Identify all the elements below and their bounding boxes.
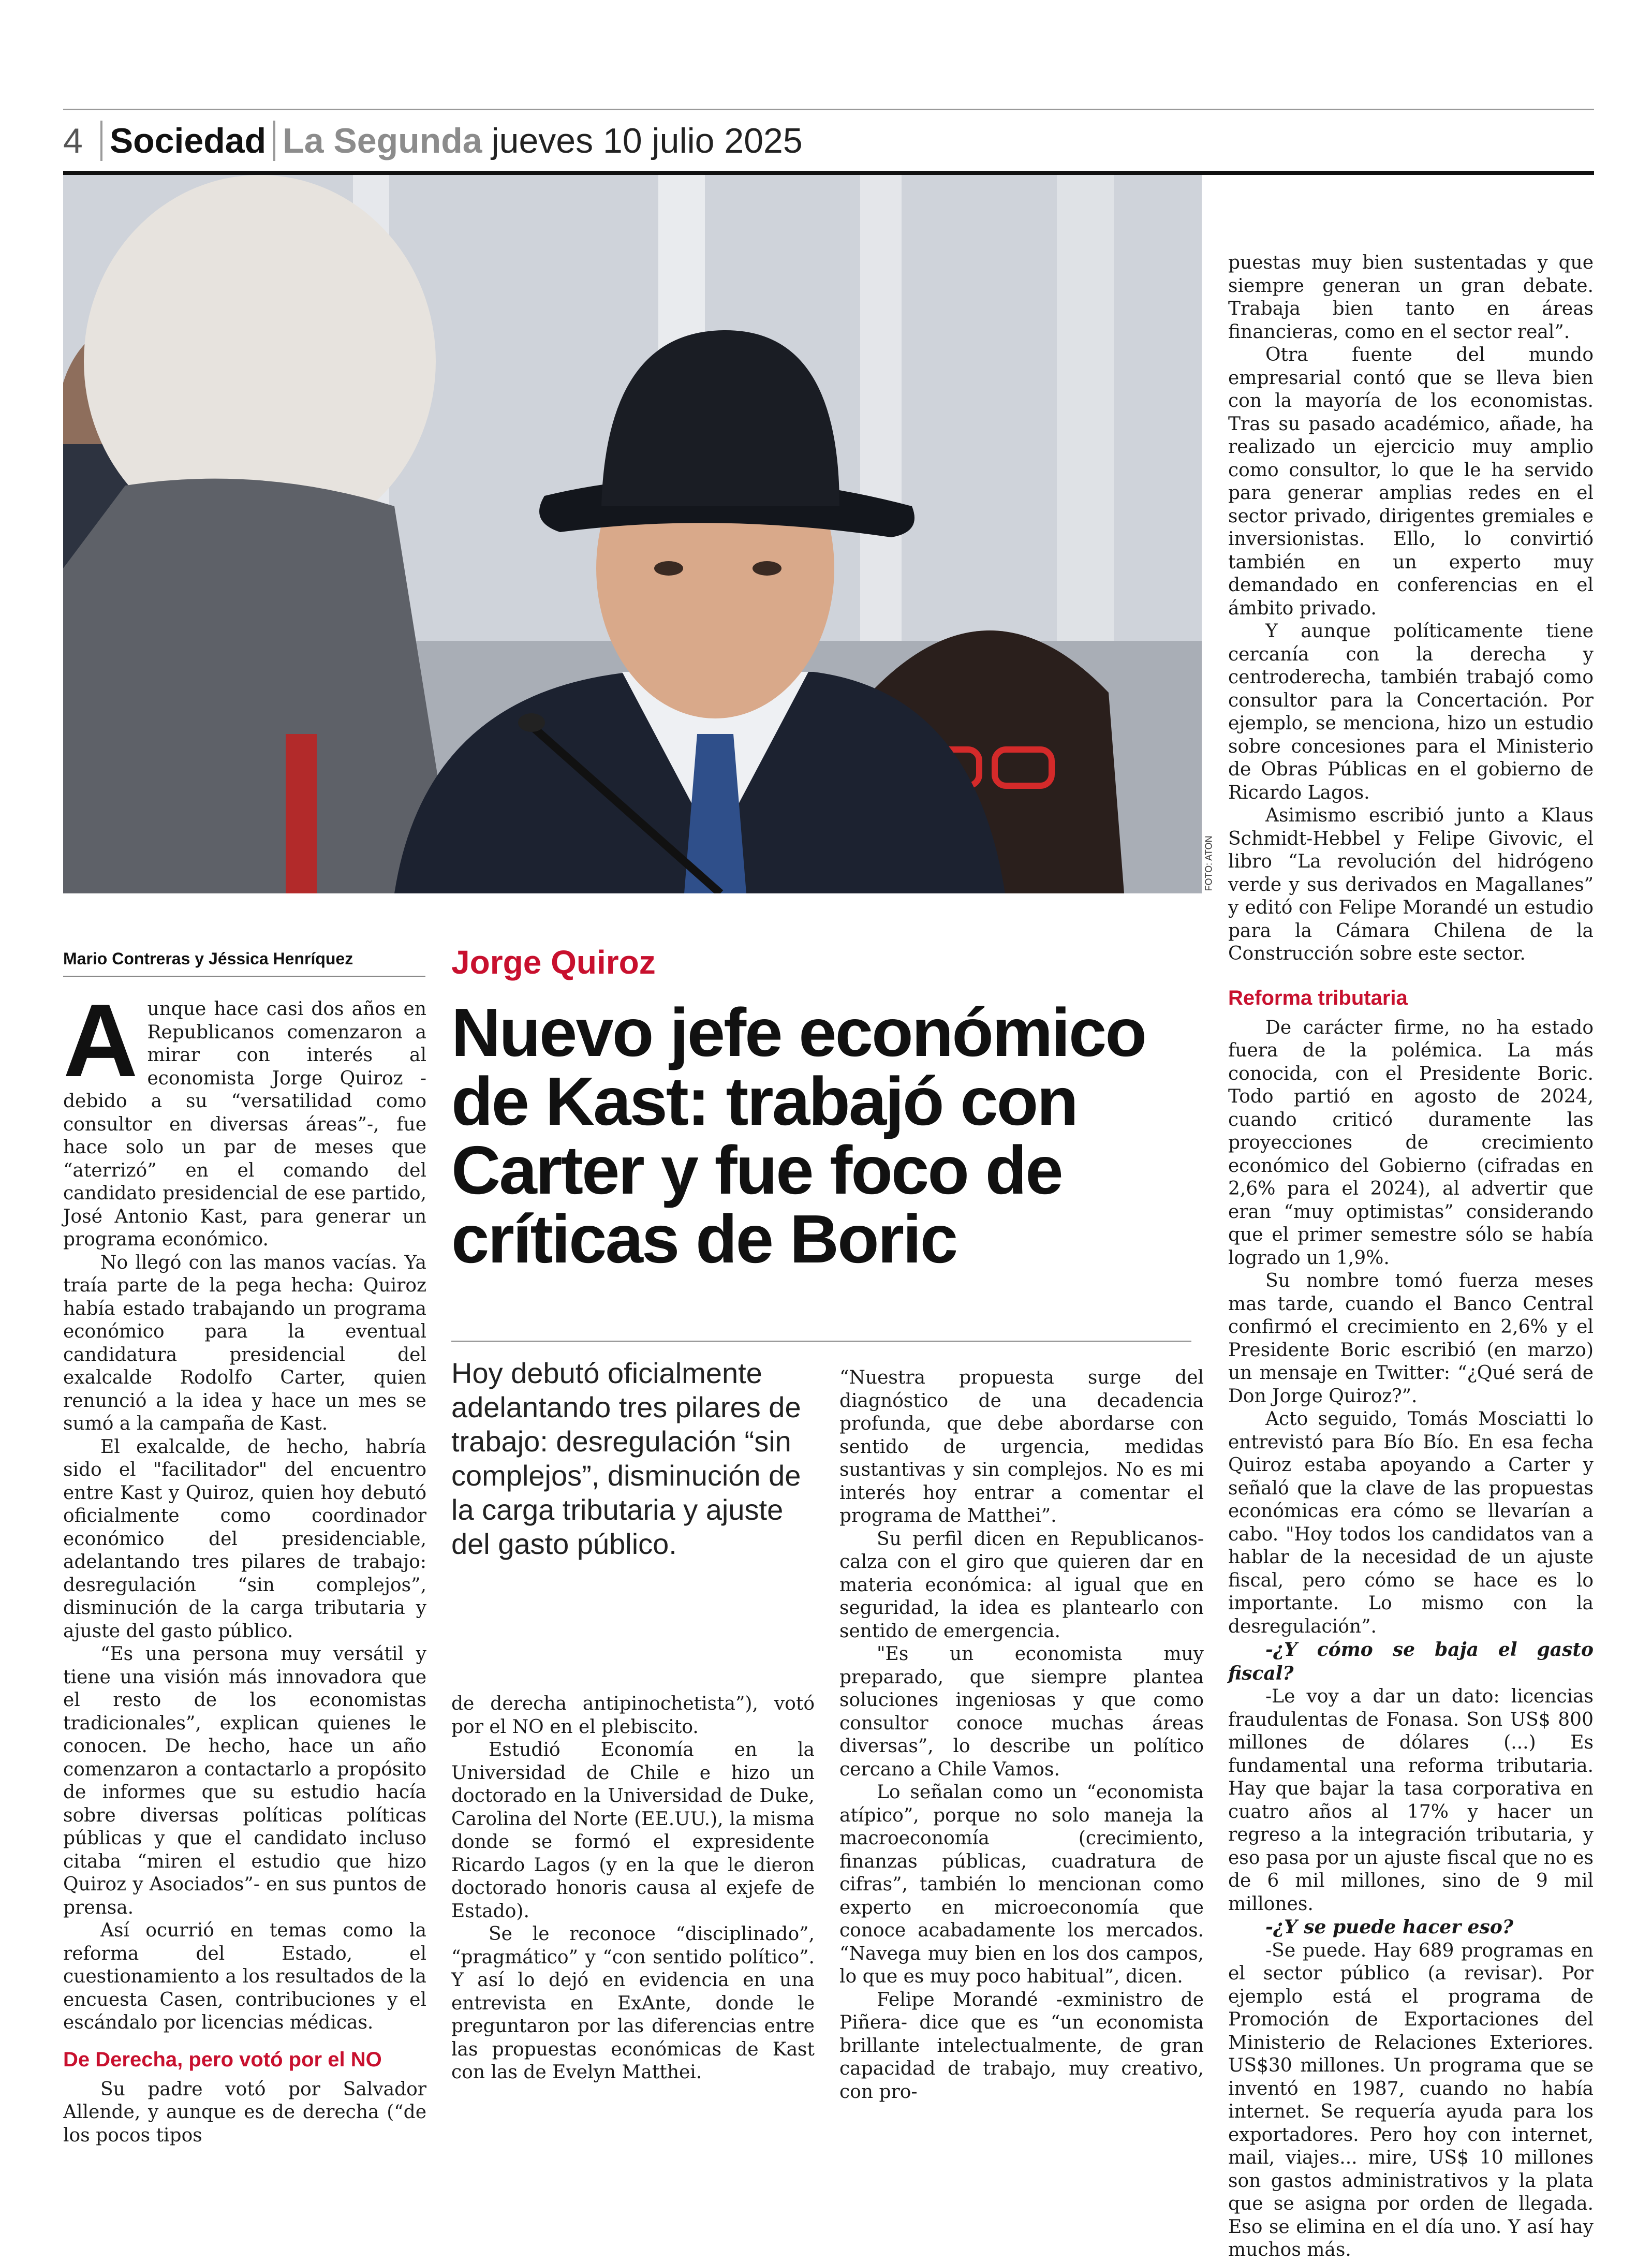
headline: Nuevo jefe económico de Kast: trabajó con Carter y fue foco de críticas de Boric	[451, 994, 1146, 1277]
interview-answer: -Le voy a dar un dato: licencias fraudulentas de Fonasa. Son US$ 800 millones de dólares (...) Es fundamental una reforma tributaria. Hay que bajar la tasa corporativa en cuatro años al 17% y hacer un regreso a la integración tributaria, y eso pasa por un ajuste fiscal que no es de 6 mil millones, sino de 9 mil millones.	[1228, 1686, 1594, 1915]
deck: Hoy debutó oficialmente adelantando tres pilares de trabajo: desregulación “sin complejos”, disminución de la carga tributaria y ajuste del gasto público.	[451, 1357, 801, 1560]
headline-rule	[451, 1341, 1191, 1342]
subheading: Reforma tributaria	[1228, 986, 1408, 1009]
byline-rule	[63, 976, 425, 977]
paragraph: “Es una persona muy versátil y tiene una visión más innovadora que el resto de los economistas tradicionales”, explican quienes le conocen. De hecho, hace un año comenzaron a contactarlo a propósito de informes que su estudio hacía sobre diversas políticas políticas públicas y que el candidato incluso citaba “miren el estudio que hizo Quiroz y Asociados”- en sus puntos de prensa.	[63, 1643, 426, 1918]
kicker: Jorge Quiroz	[451, 944, 656, 981]
page-number: 4	[63, 121, 83, 160]
byline: Mario Contreras y Jéssica Henríquez	[63, 949, 353, 968]
paragraph: “Nuestra propuesta surge del diagnóstico de una decadencia profunda, que debe abordarse con sentido de urgencia, medidas sustantivas y sin complejos. No es mi interés hoy entrar a comentar el programa de Matthei”.	[839, 1367, 1204, 1526]
paragraph: Felipe Morandé -exministro de Piñera- dice que es “un economista brillante intelectualmente, de gran capacidad de trabajo, muy creativo, con pro-	[839, 1989, 1204, 2103]
drop-cap: A	[63, 983, 138, 1098]
header-bottom-rule	[63, 171, 1594, 175]
photo-credit-text: FOTO: ATON	[1203, 835, 1214, 891]
paragraph: Otra fuente del mundo empresarial contó que se lleva bien con la mayoría de los economistas. Tras su pasado académico, añade, ha realizado un ejercicio muy amplio como consultor, lo que le ha servido para generar amplias redes en el sector privado, dirigentes gremiales e inversionistas. Ello, lo convirtió también en un experto muy demandado en conferencias en el ámbito privado.	[1228, 344, 1594, 619]
interview-answer: -Se puede. Hay 689 programas en el sector público (a revisar). Por ejemplo está el programa de Promoción de Exportaciones del Ministerio de Relaciones Exteriores. US$30 millones. Un programa que se inventó en 1987, cuando no había internet. Se requería ayuda para los exportadores. Pero hoy con internet, mail, viajes... mire, US$ 10 millones son gastos administrativos y la plata que se asigna por orden de llegada. Eso se elimina en el día uno. Y así hay muchos más.	[1228, 1940, 1594, 2260]
interview-question: -¿Y cómo se baja el gasto fiscal?	[1228, 1639, 1594, 1684]
paragraph: Lo señalan como un “economista atípico”, porque no solo maneja la macroeconomía (crecimiento, finanzas públicas, cuadratura de cifras”, también lo mencionan como experto en microeconomía que conoce acabadamente los mercados. “Navega muy bien en los dos campos, lo que es muy poco habitual”, dicen.	[839, 1782, 1204, 1987]
section-name: Sociedad	[109, 121, 267, 160]
header-divider	[100, 121, 102, 161]
paragraph: Acto seguido, Tomás Mosciatti lo entrevistó para Bío Bío. En esa fecha Quiroz estaba apoyando a Carter y señaló que la clave de las propuestas económicas era cómo se llevarían a cabo. "Hoy todos los candidatos van a hablar de la necesidad de un ajuste fiscal, pero cómo se hace es lo importante. Lo mismo con la desregulación”.	[1228, 1408, 1594, 1637]
paragraph: Asimismo escribió junto a Klaus Schmidt-Hebbel y Felipe Givovic, el libro “La revolución del hidrógeno verde y sus derivados en Magallanes” y editó con Felipe Morandé un estudio para la Cámara Chilena de la Construcción sobre este sector.	[1228, 805, 1594, 964]
paragraph: El exalcalde, de hecho, habría sido el "facilitador" del encuentro entre Kast y Quiroz, quien hoy debutó oficialmente como coordinador económico del presidenciable, adelantando tres pilares de trabajo: desregulación “sin complejos”, disminución de la carga tributaria y ajuste del gasto público.	[63, 1436, 426, 1642]
newspaper-name: La Segunda	[283, 121, 482, 160]
paragraph: "Es un economista muy preparado, que siempre plantea soluciones ingeniosas y que como consultor conoce muchas áreas diversas”, lo describe un político cercano a Chile Vamos.	[839, 1643, 1204, 1780]
subheading: De Derecha, pero votó por el NO	[63, 2048, 382, 2071]
paragraph: puestas muy bien sustentadas y que siempre generan un gran debate. Trabaja bien tanto en áreas financieras, como en el sector real”.	[1228, 252, 1594, 343]
paragraph: Su perfil dicen en Republicanos- calza con el giro que quieren dar en materia económica: al igual que en seguridad, la idea es plantearlo con sentido de emergencia.	[839, 1528, 1204, 1642]
paragraph: Así ocurrió en temas como la reforma del Estado, el cuestionamiento a los resultados de la encuesta Casen, contribuciones y el escándalo por licencias médicas.	[63, 1920, 426, 2033]
paragraph: de derecha antipinochetista”), votó por el NO en el plebiscito.	[451, 1693, 815, 1738]
photo-credit	[1203, 832, 1215, 894]
paragraph: Y aunque políticamente tiene cercanía con la derecha y centroderecha, también trabajó como consultor para la Concertación. Por ejemplo, se menciona, hizo un estudio sobre concesiones para el Ministerio de Obras Públicas en el gobierno de Ricardo Lagos.	[1228, 621, 1594, 803]
header-top-rule	[63, 109, 1594, 110]
paragraph: De carácter firme, no ha estado fuera de la polémica. La más conocida, con el Presidente Boric. Todo partió en agosto de 2024, cuando criticó duramente las proyecciones de crecimiento económico del Gobierno (cifradas en 2,6% para el 2024), al advertir que eran “muy optimistas” considerando que el primer semestre sólo se había logrado un 1,9%.	[1228, 1017, 1594, 1269]
header-divider	[273, 121, 275, 161]
paragraph: Se le reconoce “disciplinado”, “pragmático” y “con sentido político”. Y así lo dejó en evidencia en una entrevista en ExAnte, donde le preguntaron por las diferencias entre las propuestas económicas de Kast con las de Evelyn Matthei.	[451, 1923, 815, 2083]
page-header	[63, 113, 803, 169]
article-column-4	[1228, 252, 1594, 2262]
paragraph: Su nombre tomó fuerza meses mas tarde, cuando el Banco Central confirmó el crecimiento en 2,6% y el Presidente Boric escribió (en marzo) un mensaje en Twitter: “¿Qué será de Don Jorge Quiroz?”.	[1228, 1270, 1594, 1407]
interview-question: -¿Y se puede hacer eso?	[1265, 1916, 1513, 1938]
article-column-3	[839, 1367, 1204, 2104]
main-photo	[63, 175, 1202, 893]
paragraph: Su padre votó por Salvador Allende, y aunque es de derecha (“de los pocos tipos	[63, 2078, 426, 2146]
photo-illustration	[63, 175, 1202, 893]
lead-paragraph: unque hace casi dos años en Republicanos comenzaron a mirar con interés al economista Jorge Quiroz -debido a su “versatilidad como consultor en diversas áreas”-, fue hace solo un par de meses que “aterrizó” en el comando del candidato presidencial de ese partido, José Antonio Kast, para generar un programa económico.	[63, 998, 426, 1250]
article-column-1	[63, 983, 426, 2147]
article-column-2	[451, 1693, 815, 2084]
paragraph: No llegó con las manos vacías. Ya traía parte de la pega hecha: Quiroz había estado trabajando un programa económico para la eventual candidatura presidencial del exalcalde Rodolfo Carter, quien renunció a la idea y hace un mes se sumó a la campaña de Kast.	[63, 1252, 426, 1434]
publication-date: jueves 10 julio 2025	[491, 121, 803, 160]
paragraph: Estudió Economía en la Universidad de Chile e hizo un doctorado en la Universidad de Duke, Carolina del Norte (EE.UU.), la misma donde se formó el expresidente Ricardo Lagos (y en la que le dieron doctorado honoris causa al exjefe de Estado).	[451, 1739, 815, 1922]
